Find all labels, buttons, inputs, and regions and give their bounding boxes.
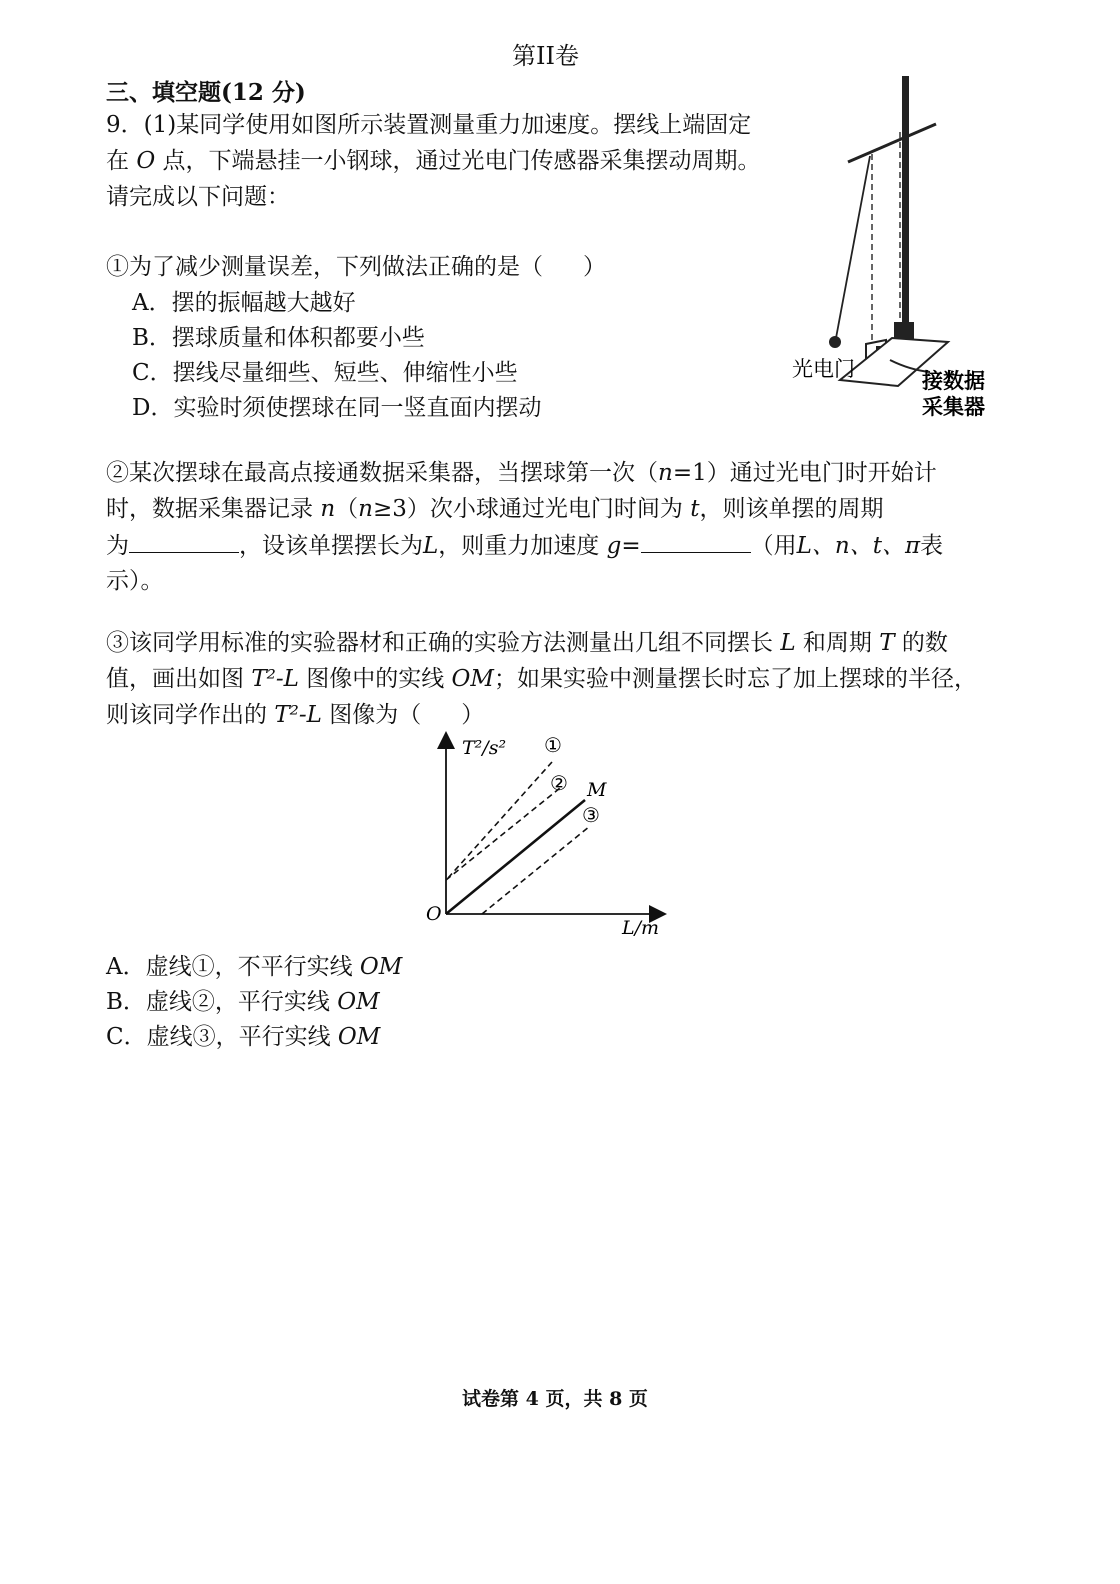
q9-intro-line-1: 9．(1)某同学使用如图所示装置测量重力加速度。摆线上端固定: [106, 112, 752, 138]
pendulum-string: [836, 156, 870, 338]
line-m-label: M: [587, 779, 607, 801]
part1-option-d: D．实验时须使摆球在同一竖直面内摆动: [132, 395, 542, 421]
stand-pole: [902, 76, 909, 338]
dashed-label-2: ②: [550, 771, 568, 795]
part3-line-3: 则该同学作出的 T²-L 图像为（ ）: [106, 702, 485, 728]
part3-option-c: C．虚线③，平行实线 OM: [106, 1024, 381, 1050]
part1-option-b: B．摆球质量和体积都要小些: [132, 325, 425, 351]
q9-intro-line-2: 在 O 点，下端悬挂一小钢球，通过光电门传感器采集摆动周期。: [106, 148, 761, 174]
photogate-label: 光电门: [792, 357, 855, 381]
period-answer-blank[interactable]: [129, 530, 239, 553]
part2-line-2: 时，数据采集器记录 n（n≥3）次小球通过光电门时间为 t，则该单摆的周期: [106, 496, 884, 522]
x-axis-label: L/m: [622, 917, 660, 939]
dashed-label-1: ①: [544, 733, 562, 757]
dashed-line-1: [448, 762, 552, 878]
pendulum-apparatus-figure: [780, 70, 1000, 430]
collector-label-line-1: 接数据: [922, 368, 985, 393]
t2-l-graph: [410, 728, 680, 950]
origin-label: O: [426, 903, 442, 925]
pendulum-ball: [829, 336, 841, 348]
part1-option-c: C．摆线尽量细些、短些、伸缩性小些: [132, 360, 518, 386]
y-axis-label: T²/s²: [462, 737, 507, 759]
page-footer: 试卷第 4 页，共 8 页: [462, 1388, 648, 1410]
part3-line-1: ③该同学用标准的实验器材和正确的实验方法测量出几组不同摆长 L 和周期 T 的数: [106, 630, 948, 656]
q9-intro-line-3: 请完成以下问题：: [106, 184, 290, 210]
part3-option-b: B．虚线②，平行实线 OM: [106, 989, 380, 1015]
gravity-answer-blank[interactable]: [641, 530, 751, 553]
section-title: 三、填空题(12 分): [106, 79, 306, 106]
part2-line-4: 示）。: [106, 568, 164, 594]
part2-line-3: 为 ，设该单摆摆长为L，则重力加速度 g= （用L、n、t、π表: [106, 530, 943, 561]
line-om: [446, 800, 585, 914]
collector-label-line-2: 采集器: [922, 394, 985, 419]
part1-stem: ①为了减少测量误差，下列做法正确的是（ ）: [106, 254, 606, 280]
volume-title: 第II卷: [512, 42, 579, 70]
part3-line-2: 值，画出如图 T²-L 图像中的实线 OM；如果实验中测量摆长时忘了加上摆球的半径，: [106, 666, 977, 692]
part1-option-a: A．摆的振幅越大越好: [132, 290, 356, 316]
dashed-label-3: ③: [582, 803, 600, 827]
part2-line-1: ②某次摆球在最高点接通数据采集器，当摆球第一次（n=1）通过光电门时开始计: [106, 460, 937, 486]
stand-crossbar: [848, 124, 936, 162]
part3-option-a: A．虚线①，不平行实线 OM: [106, 954, 403, 980]
